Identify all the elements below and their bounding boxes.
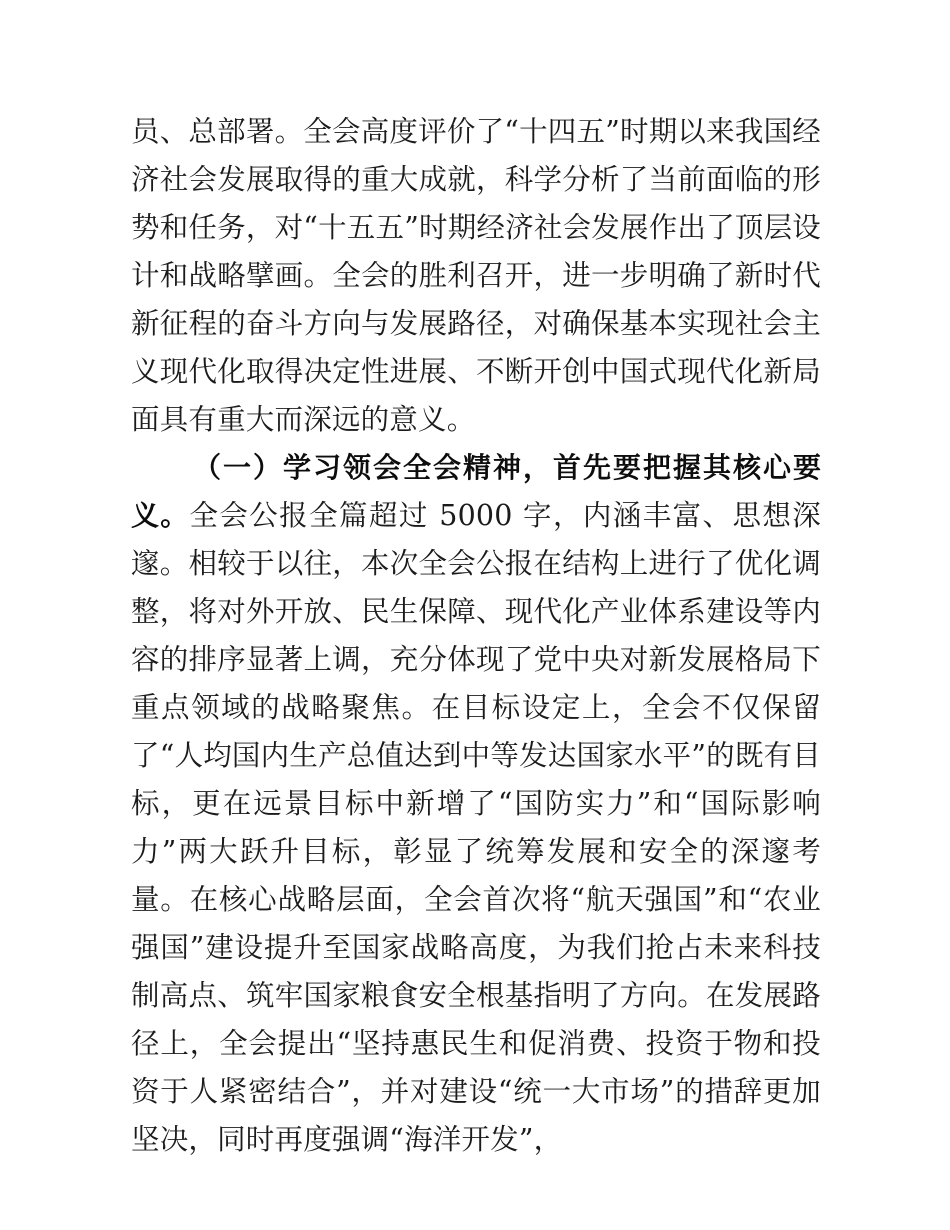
document-text-column [131, 108, 821, 1164]
paragraph-continued-text: 员、总部署。全会高度评价了“十四五”时期以来我国经济社会发展取得的重大成就，科学分析了当前面临的形势和任务，对“十五五”时期经济社会发展作出了顶层设计和战略擘画。全会的胜利召开，进一步明确了新时代新征程的奋斗方向与发展路径，对确保基本实现社会主义现代化取得决定性进展、不断开创中国式现代化新局面具有重大而深远的意义。 [131, 115, 821, 436]
section-heading-lead: （一）学习领会全会精神，首先要把握其核心要义。 [131, 451, 821, 532]
paragraph-section-one-text: 全会公报全篇超过 5000 字，内涵丰富、思想深邃。相较于以往，本次全会公报在结构上进行了优化调整，将对外开放、民生保障、现代化产业体系建设等内容的排序显著上调，充分体现了党中央对新发展格局下重点领域的战略聚焦。在目标设定上，全会不仅保留了“人均国内生产总值达到中等发达国家水平”的既有目标，更在远景目标中新增了“国防实力”和“国际影响力”两大跃升目标，彰显了统筹发展和安全的深邃考量。在核心战略层面，全会首次将“航天强国”和“农业强国”建设提升至国家战略高度，为我们抢占未来科技制高点、筑牢国家粮食安全根基指明了方向。在发展路径上，全会提出“坚持惠民生和促消费、投资于物和投资于人紧密结合”，并对建设“统一大市场”的措辞更加坚决，同时再度强调“海洋开发”， [131, 499, 821, 1156]
paragraph-section-one [131, 444, 821, 1164]
paragraph-continued [131, 108, 821, 444]
